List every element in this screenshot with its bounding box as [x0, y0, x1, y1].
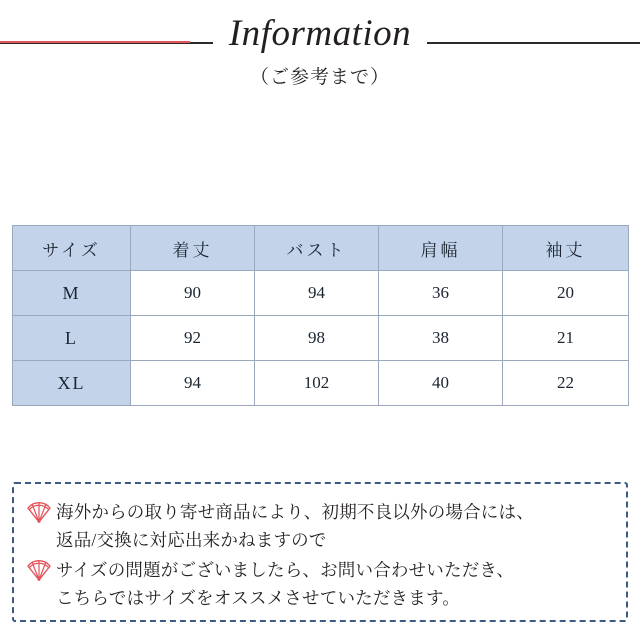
- cell-size: XL: [13, 361, 131, 406]
- size-chart: [12, 225, 628, 406]
- page-title: [0, 12, 640, 56]
- cell-sleeve: 20: [503, 271, 629, 316]
- cell-bust: 102: [255, 361, 379, 406]
- table-header-row: [13, 226, 629, 271]
- page-subtitle: （ご参考まで）: [249, 67, 390, 88]
- table-row: [13, 271, 629, 316]
- cell-shoulder: 36: [379, 271, 503, 316]
- table-row: [13, 316, 629, 361]
- notice-line-2: 返品/交換に対応出来かねますので: [56, 530, 327, 550]
- notice-line-1: 海外からの取り寄せ商品により、初期不良以外の場合には、: [56, 502, 534, 522]
- cell-shoulder: 38: [379, 316, 503, 361]
- notice-text: [56, 498, 534, 554]
- notice-text: [56, 556, 514, 612]
- cell-sleeve: 21: [503, 316, 629, 361]
- column-header-shoulder: 肩幅: [379, 226, 503, 271]
- column-header-bust: バスト: [255, 226, 379, 271]
- notice-line-2: こちらではサイズをオススメさせていただきます。: [56, 588, 460, 608]
- notice-item: [26, 498, 616, 554]
- cell-sleeve: 22: [503, 361, 629, 406]
- cell-length: 90: [131, 271, 255, 316]
- column-header-sleeve: 袖丈: [503, 226, 629, 271]
- page-title-text: Information: [213, 12, 427, 56]
- cell-bust: 98: [255, 316, 379, 361]
- cell-bust: 94: [255, 271, 379, 316]
- cell-shoulder: 40: [379, 361, 503, 406]
- column-header-size: サイズ: [13, 226, 131, 271]
- folding-fan-icon: [26, 558, 52, 582]
- folding-fan-icon: [26, 500, 52, 524]
- page-header: [0, 0, 640, 110]
- column-header-length: 着丈: [131, 226, 255, 271]
- notice-box: [12, 482, 628, 622]
- cell-size: M: [13, 271, 131, 316]
- cell-length: 94: [131, 361, 255, 406]
- size-table: [12, 225, 629, 406]
- table-row: [13, 361, 629, 406]
- cell-length: 92: [131, 316, 255, 361]
- cell-size: L: [13, 316, 131, 361]
- notice-item: [26, 556, 616, 612]
- notice-line-1: サイズの問題がございましたら、お問い合わせいただき、: [56, 560, 515, 580]
